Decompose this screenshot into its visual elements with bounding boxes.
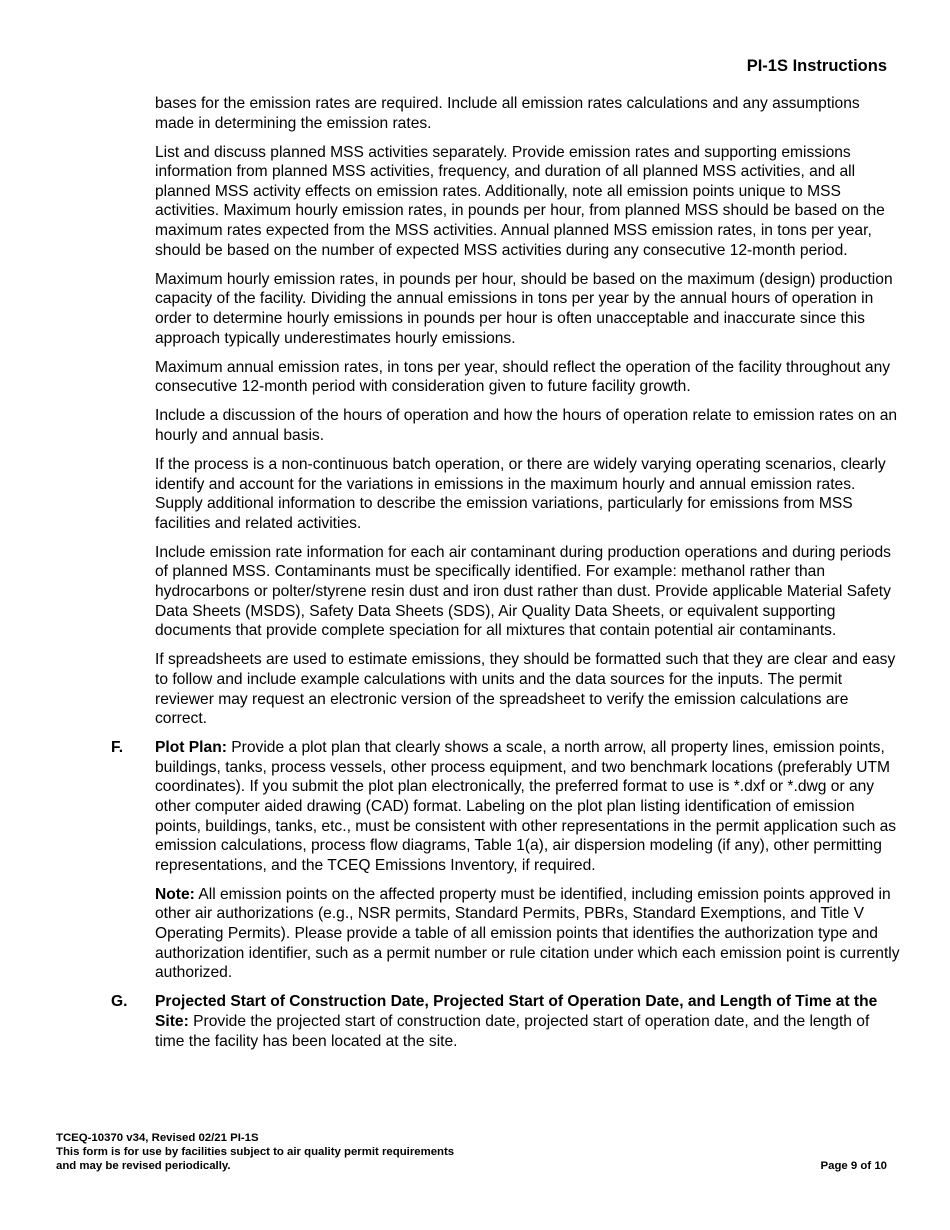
section-g-heading: Projected Start of Construction Date, Projected Start of Operation Date, and Length of Time at the Site: (155, 993, 878, 1030)
section-g-projected-dates (111, 992, 901, 1051)
note-paragraph (155, 885, 901, 983)
paragraph-spreadsheets: If spreadsheets are used to estimate emissions, they should be formatted such that they are clear and easy to follow and include example calculations with units and the data sources for the inputs. The permit reviewer may request an electronic version of the spreadsheet to verify the emission calculations are correct. (155, 651, 896, 728)
page-header-title: PI-1S Instructions (746, 57, 887, 75)
section-g-text: Provide the projected start of construction date, projected start of operation date, and the length of time the facility has been located at the site. (155, 1012, 870, 1050)
paragraph-contaminants: Include emission rate information for each air contaminant during production operations and during periods of planned MSS. Contaminants must be specifically identified. For example: methanol rather than hydrocarbons or polter/styrene resin dust and iron dust rather than dust. Provide applicable Material Safety Data Sheets (MSDS), Safety Data Sheets (SDS), Air Quality Data Sheets, or equivalent supporting documents that provide complete speciation for all mixtures that contain potential air contaminants. (155, 543, 891, 640)
paragraph-hours-of-operation: Include a discussion of the hours of operation and how the hours of operation relate to emission rates on an hourly and annual basis. (155, 407, 898, 444)
section-f-body (155, 738, 901, 875)
paragraph-max-annual-rates: Maximum annual emission rates, in tons per year, should reflect the operation of the facility throughout any consecutive 12-month period with consideration given to future facility growth. (155, 358, 891, 396)
footer-notice-line-1: This form is for use by facilities subject to air quality permit requirements (56, 1146, 455, 1159)
paragraph-planned-mss: List and discuss planned MSS activities separately. Provide emission rates and supporting emissions information from planned MSS activities, frequency, and duration of all planned MSS activities, and all planned MSS activity effects on emission rates. Additionally, note all emission points unique to MSS activities. Maximum hourly emission rates, in pounds per hour, from planned MSS should be based on the maximum rates expected from the MSS activities. Annual planned MSS emission rates, in tons per year, should be based on the number of expected MSS activities during any consecutive 12-month period. (155, 143, 885, 259)
page-number: Page 9 of 10 (820, 1160, 887, 1172)
note-heading: Note: (155, 885, 195, 903)
footer-form-info (56, 1131, 454, 1174)
section-g-body (155, 992, 901, 1051)
footer-form-id: TCEQ-10370 v34, Revised 02/21 PI-1S (56, 1132, 259, 1144)
section-f-heading: Plot Plan: (155, 739, 227, 757)
paragraph-batch-operation: If the process is a non-continuous batch operation, or there are widely varying operating scenarios, clearly identify and account for the variations in emissions in the maximum hourly and annual emission rates. Supply additional information to describe the emission variations, particularly for emissions from MSS facilities and related activities. (155, 456, 886, 532)
section-f-text: Provide a plot plan that clearly shows a scale, a north arrow, all property lines, emission points, buildings, tanks, process vessels, other process equipment, and two benchmark locations (preferably UTM coordinates). If you submit the plot plan electronically, the preferred format to use is *.dxf or *.dwg or any other computer aided drawing (CAD) format. Labeling on the plot plan listing identification of emission points, buildings, tanks, etc., must be consistent with other representations in the permit application such as emission calculations, process flow diagrams, Table 1(a), air dispersion modeling (if any), other permitting representations, and the TCEQ Emissions Inventory, if required. (155, 739, 897, 874)
paragraph-emission-bases: bases for the emission rates are required. Include all emission rates calculations and any assumptions made in determining the emission rates. (155, 95, 860, 132)
document-body (111, 94, 901, 1061)
note-text: All emission points on the affected property must be identified, including emission points approved in other air authorizations (e.g., NSR permits, Standard Permits, PBRs, Standard Exemptions, and Title V Operating Permits). Please provide a table of all emission points that identifies the authorization type and authorization identifier, such as a permit number or rule citation under which each emission point is currently authorized. (155, 885, 900, 982)
paragraph-max-hourly-rates: Maximum hourly emission rates, in pounds per hour, should be based on the maximum (design) production capacity of the facility. Dividing the annual emissions in tons per year by the annual hours of operation in order to determine hourly emissions in pounds per hour is often unacceptable and inaccurate since this approach typically underestimates hourly emissions. (155, 270, 893, 347)
footer-notice-line-2: and may be revised periodically. (56, 1160, 231, 1173)
section-f-plot-plan (111, 738, 901, 875)
section-g-letter: G. (111, 993, 128, 1011)
section-f-letter: F. (111, 739, 124, 757)
